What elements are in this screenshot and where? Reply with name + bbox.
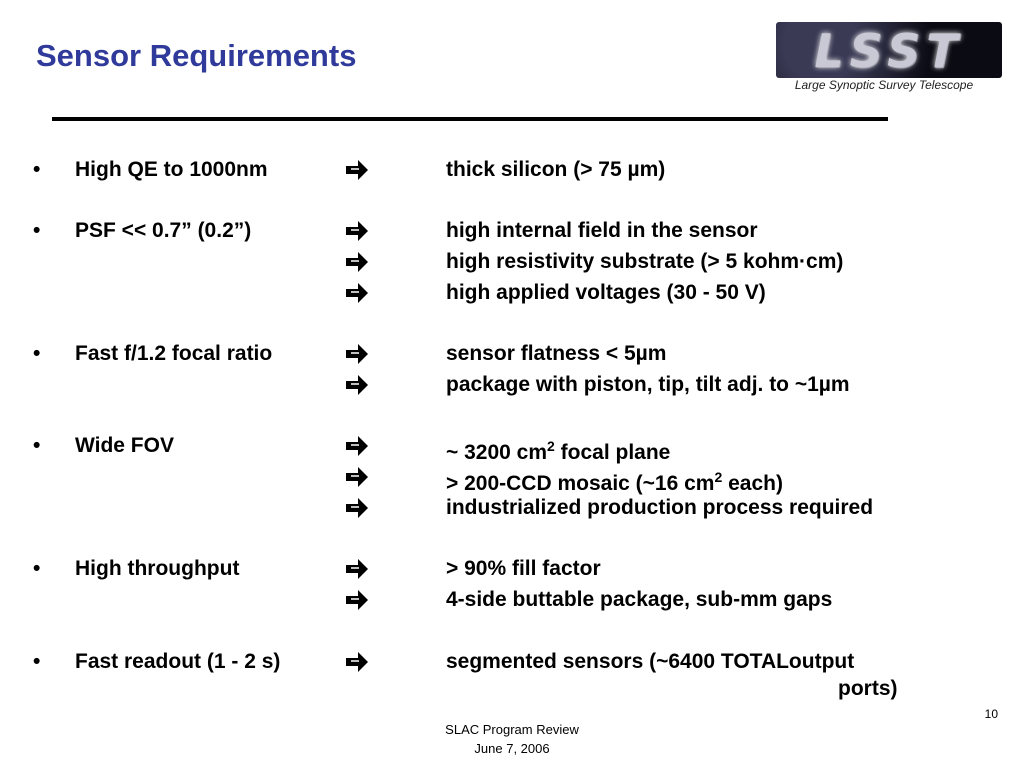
right-arrow-icon [344, 370, 374, 400]
bullet-icon: • [33, 342, 41, 365]
right-arrow-icon [344, 493, 374, 523]
requirement-consequence: high internal field in the sensor [446, 219, 758, 242]
requirement-row [0, 493, 1024, 523]
requirement-consequence: sensor flatness < 5µm [446, 342, 667, 365]
requirement-label: Fast f/1.2 focal ratio [75, 342, 273, 365]
right-arrow-icon [344, 216, 374, 246]
requirement-label: High QE to 1000nm [75, 158, 268, 181]
right-arrow-icon [344, 339, 374, 369]
footer-date: June 7, 2006 [474, 741, 550, 756]
bullet-icon: • [33, 434, 41, 457]
right-arrow-icon [344, 431, 374, 461]
requirement-consequence: high resistivity substrate (> 5 kohm·cm) [446, 250, 844, 273]
footer [412, 720, 612, 758]
bullet-icon: • [33, 557, 41, 580]
slide-title: Sensor Requirements [36, 38, 357, 73]
right-arrow-icon [344, 247, 374, 277]
requirement-row [0, 554, 1024, 584]
requirement-consequence: ports) [838, 677, 898, 700]
requirement-consequence: thick silicon (> 75 µm) [446, 158, 666, 181]
right-arrow-icon [344, 585, 374, 615]
requirement-row [0, 155, 1024, 185]
requirement-row [0, 216, 1024, 246]
requirement-row [0, 462, 1024, 495]
right-arrow-icon [344, 155, 374, 185]
requirement-consequence: segmented sensors (~6400 TOTALoutput [446, 650, 855, 673]
consequence-text: ~ 3200 cm [446, 441, 548, 464]
requirement-consequence: 4-side buttable package, sub-mm gaps [446, 588, 833, 611]
right-arrow-icon [344, 462, 374, 492]
requirement-consequence: industrialized production process required [446, 496, 874, 519]
right-arrow-icon [344, 554, 374, 584]
page-number: 10 [984, 707, 998, 721]
requirement-label: High throughput [75, 557, 240, 580]
bullet-icon: • [33, 650, 41, 673]
superscript: 2 [714, 469, 723, 485]
superscript: 2 [547, 438, 555, 454]
bullet-icon: • [33, 158, 41, 181]
requirement-label: PSF << 0.7” (0.2”) [75, 219, 252, 242]
requirement-consequence: package with piston, tip, tilt adj. to ~1µm [446, 373, 850, 396]
logo-letters: LSST [814, 24, 964, 78]
requirement-consequence: high applied voltages (30 - 50 V) [446, 281, 766, 304]
requirement-label: Fast readout (1 - 2 s) [75, 650, 281, 673]
requirement-row [0, 247, 1024, 277]
right-arrow-icon [344, 647, 374, 677]
right-arrow-icon [344, 278, 374, 308]
requirement-row [0, 278, 1024, 308]
consequence-text: each) [722, 472, 783, 495]
requirement-label: Wide FOV [75, 434, 174, 457]
footer-event: SLAC Program Review [445, 722, 579, 737]
requirement-row [0, 370, 1024, 400]
requirement-row [0, 674, 1024, 704]
bullet-icon: • [33, 219, 41, 242]
requirement-consequence: > 90% fill factor [446, 557, 601, 580]
requirement-row [0, 431, 1024, 464]
requirement-row [0, 339, 1024, 369]
logo-subtitle: Large Synoptic Survey Telescope [794, 78, 974, 92]
consequence-text: > 200-CCD mosaic (~16 cm [446, 472, 715, 495]
requirement-row [0, 585, 1024, 615]
consequence-text: focal plane [554, 441, 671, 464]
requirement-row [0, 647, 1024, 677]
